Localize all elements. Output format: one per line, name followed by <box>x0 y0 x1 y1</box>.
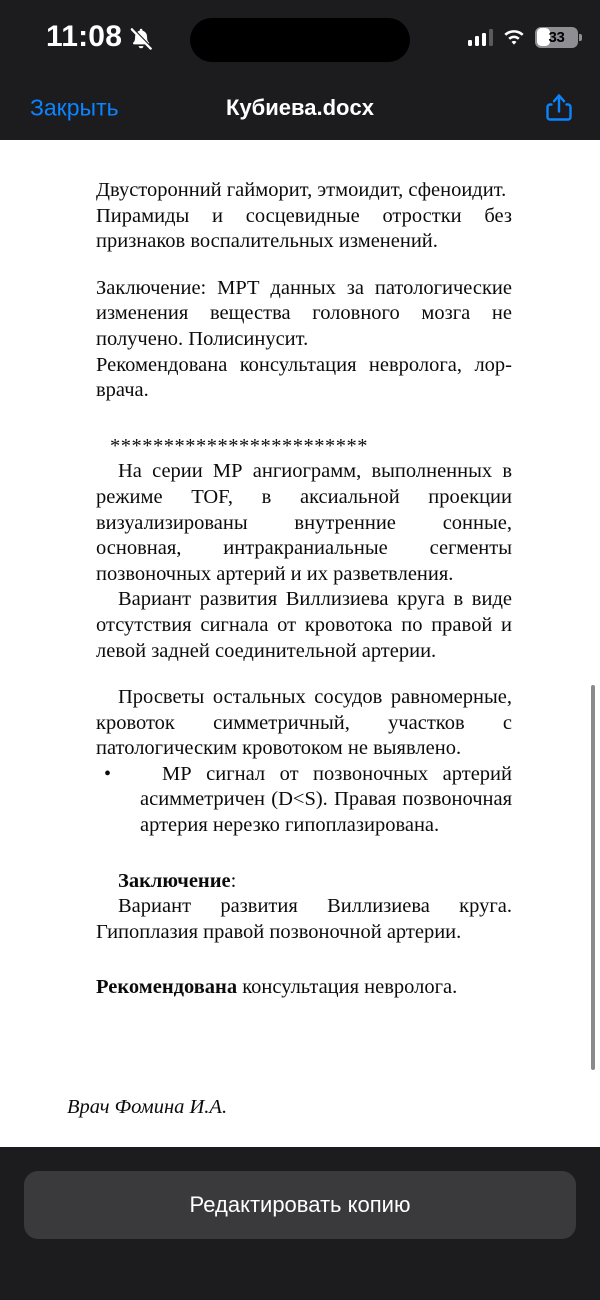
status-time: 11:08 <box>46 20 123 53</box>
doc-bullet-text: МР сигнал от позвоночных артерий асимметричен (D<S). Правая позвоночная артерия нерезко гипоплазирована. <box>140 762 512 837</box>
bottom-action-bar <box>0 1147 600 1300</box>
document-scroll-area[interactable] <box>0 140 600 1147</box>
battery-percent-label: 33 <box>548 28 565 46</box>
document-page <box>0 140 600 1121</box>
doc-paragraph: Пирамиды и сосцевидные отростки без признаков воспалительных изменений. <box>96 204 512 253</box>
dynamic-island <box>190 18 410 62</box>
doc-bullet-item <box>96 762 512 839</box>
doc-paragraph: Заключение: МРТ данных за патологические изменения вещества головного мозга не получено. Полисинусит. <box>96 276 512 350</box>
battery-icon <box>535 27 578 48</box>
doc-heading-suffix: : <box>230 869 237 892</box>
doc-bold-lead: Заключение <box>118 869 231 892</box>
doc-paragraph: Двусторонний гайморит, этмоидит, сфеноидит. <box>96 179 507 201</box>
doctor-signature: Врач Фомина И.А. <box>67 1096 228 1119</box>
doc-recommendation-text: консультация невролога. <box>237 976 458 999</box>
doc-separator: ************************ <box>110 434 368 457</box>
doc-paragraph: Рекомендована консультация невролога, лор-врача. <box>96 353 512 402</box>
status-bar <box>0 0 600 76</box>
doc-conclusion-heading <box>96 869 512 895</box>
navigation-bar <box>0 76 600 140</box>
status-indicators <box>468 25 579 49</box>
bullet-icon: • <box>104 762 112 785</box>
vertical-scroll-indicator[interactable] <box>591 685 595 1070</box>
share-icon[interactable] <box>545 92 573 124</box>
doc-recommendation <box>96 975 512 1001</box>
doc-paragraph: Просветы остальных сосудов равномерные, кровоток симметричный, участков с патологическим кровотоком не выявлено. <box>96 686 512 760</box>
close-button[interactable]: Закрыть <box>30 94 119 121</box>
doc-bold-lead: Рекомендована <box>96 976 238 999</box>
doc-paragraph: На серии МР ангиограмм, выполненных в режиме TOF, в аксиальной проекции визуализированы внутренние сонные, основная, интракраниальные сегменты позвоночных артерий и их разветвления. <box>96 460 512 585</box>
doc-paragraph: Вариант развития Виллизиева круга. Гипоплазия правой позвоночной артерии. <box>96 895 512 943</box>
edit-copy-button[interactable]: Редактировать копию <box>24 1171 576 1239</box>
bell-slash-icon <box>126 24 156 54</box>
document-title: Кубиева.docx <box>226 95 374 120</box>
wifi-icon <box>502 28 526 46</box>
cellular-signal-icon <box>468 29 494 46</box>
doc-paragraph: Вариант развития Виллизиева круга в виде отсутствия сигнала от кровотока по правой и левой задней соединительной артерии. <box>96 588 512 662</box>
